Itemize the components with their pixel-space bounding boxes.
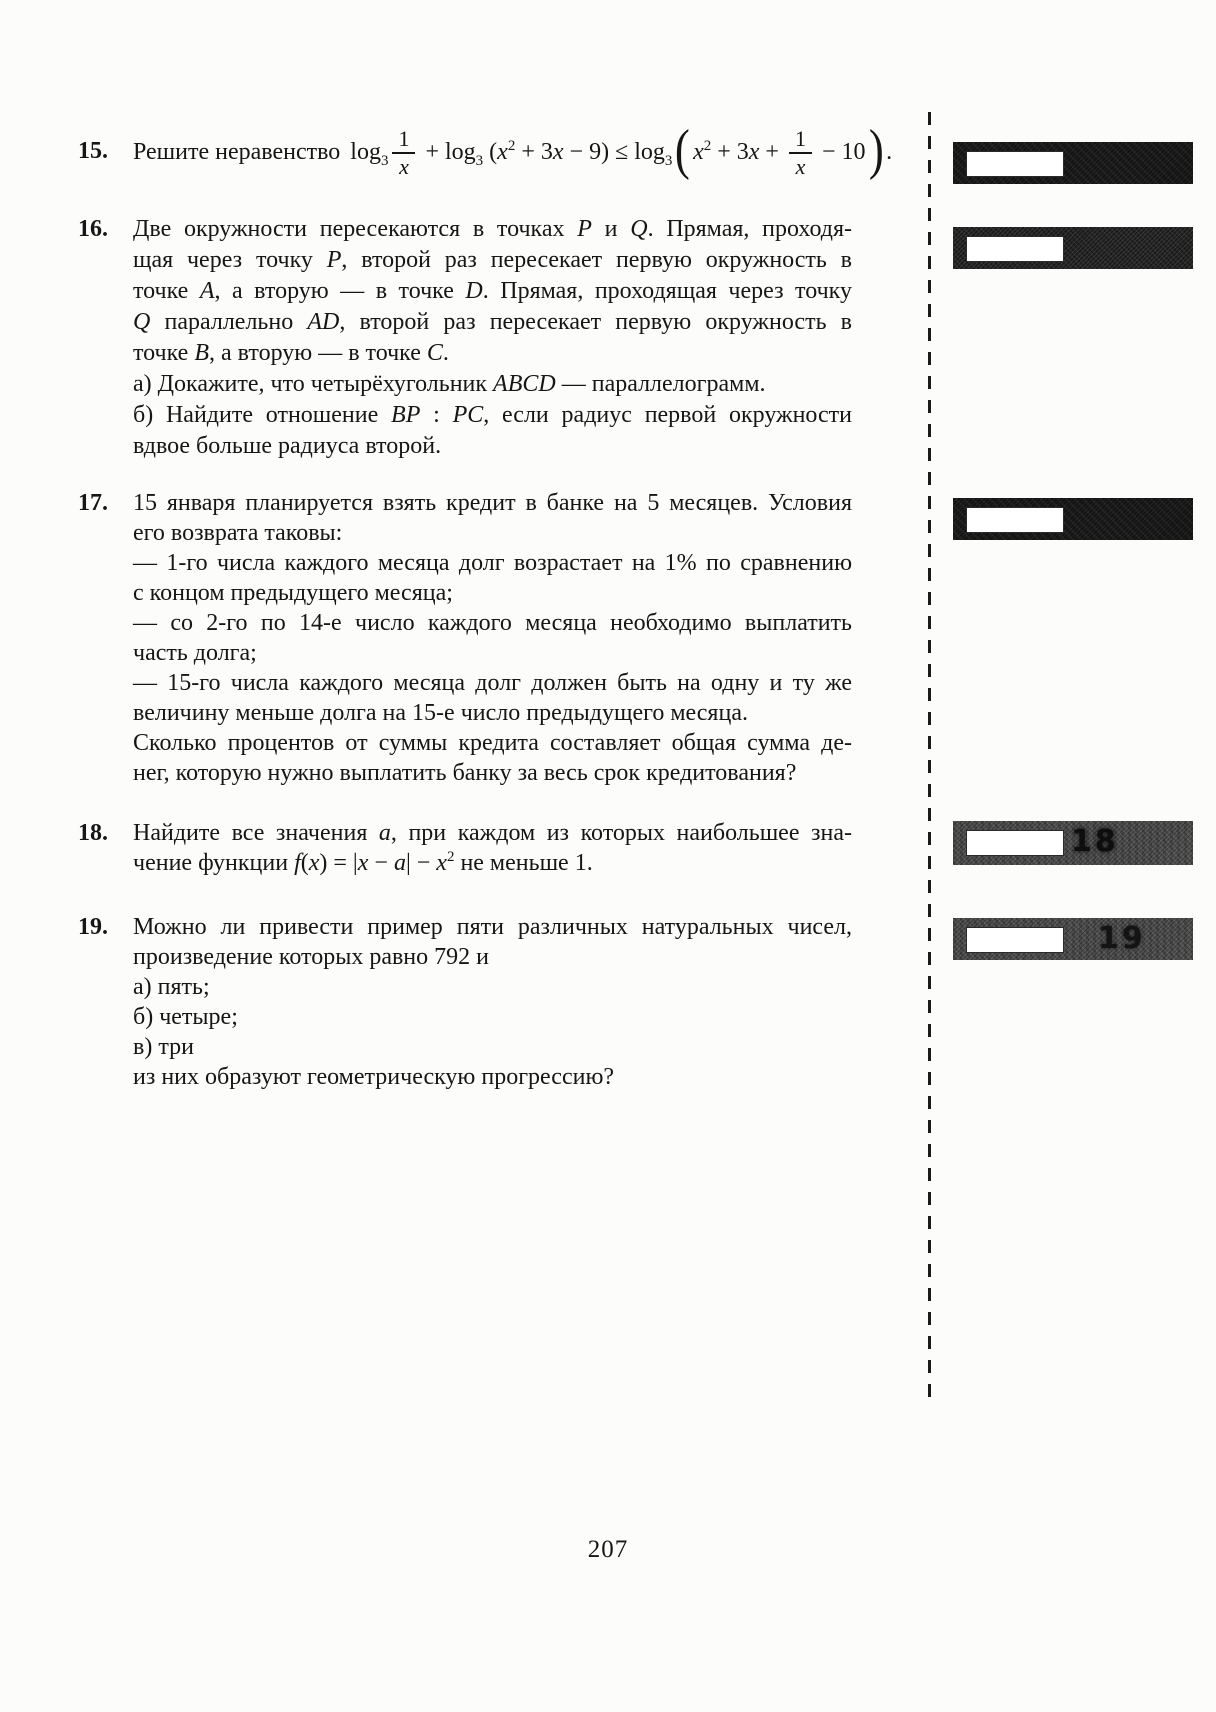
text-line: — 15-го числа каждого месяца долг должен быть на одну и ту же: [133, 670, 852, 696]
problem-number: 15.: [78, 138, 108, 164]
problem-text: [133, 912, 852, 1092]
problem-text: [133, 112, 893, 193]
answer-box-number: 19: [1098, 921, 1146, 956]
math-variable: x: [748, 139, 760, 165]
math-variable: x: [552, 139, 564, 165]
math-text: + 3: [711, 139, 749, 165]
text-line: Найдите все значения a, при каждом из которых наибольшее зна-: [133, 820, 852, 846]
problem-statement: Решите неравенство: [133, 139, 341, 165]
text-line: а) пять;: [133, 974, 210, 1000]
text-line: б) Найдите отношение BP : PC, если радиус первой окружности: [133, 402, 853, 428]
text-line: в) три: [133, 1034, 194, 1060]
math-text: + 3: [515, 139, 553, 165]
text-line: с концом предыдущего месяца;: [133, 580, 453, 606]
problem-15: [78, 112, 893, 193]
problem-18: [78, 818, 852, 878]
problem-text: [133, 214, 852, 462]
math-text: log: [350, 139, 381, 165]
answer-field: [966, 830, 1064, 856]
answer-box-17: [953, 498, 1193, 540]
text-line: часть долга;: [133, 640, 257, 666]
answer-box-16: [953, 227, 1193, 269]
answer-box-15: [953, 142, 1193, 184]
math-text: − 9) ≤ log: [563, 139, 665, 165]
math-text: (: [483, 139, 498, 165]
text-line: вдвое больше радиуса второй.: [133, 433, 442, 459]
problem-16: [78, 214, 852, 462]
text-line: Сколько процентов от суммы кредита составляет общая сумма де-: [133, 730, 852, 756]
problem-19: [78, 912, 852, 1092]
text-line: а) Докажите, что четырёхугольник ABCD — параллелограмм.: [133, 371, 766, 397]
dashed-divider: [928, 112, 931, 1408]
answer-field: [966, 507, 1064, 533]
text-line: точке A, а вторую — в точке D. Прямая, проходящая через точку: [133, 278, 852, 304]
problem-number: 18.: [78, 820, 108, 846]
problem-number: 16.: [78, 216, 108, 242]
math-superscript: 2: [703, 138, 712, 154]
text-line: произведение которых равно 792 и: [133, 944, 489, 970]
problem-number: 19.: [78, 914, 108, 940]
math-fraction: $\frac{1}{x}$: [392, 127, 415, 179]
math-superscript: 2: [507, 138, 516, 154]
math-text: + log: [419, 139, 476, 165]
math-variable: x: [497, 139, 508, 165]
big-paren: (: [675, 119, 691, 182]
text-line: б) четыре;: [133, 1004, 238, 1030]
math-subscript: 3: [664, 152, 673, 169]
answer-field: [966, 236, 1064, 262]
problem-number: 17.: [78, 490, 108, 516]
big-paren: ): [868, 119, 884, 182]
math-subscript: 3: [475, 152, 484, 169]
math-variable: x: [693, 139, 704, 165]
text-line: нег, которую нужно выплатить банку за весь срок кредитования?: [133, 760, 797, 786]
answer-box-18: [953, 821, 1193, 865]
text-line: 15 января планируется взять кредит в банке на 5 месяцев. Условия: [133, 490, 852, 516]
text-line: из них образуют геометрическую прогрессию?: [133, 1064, 615, 1090]
text-line: Можно ли привести пример пяти различных натуральных чисел,: [133, 914, 852, 940]
text-line: его возврата таковы:: [133, 520, 343, 546]
problem-text: [133, 488, 852, 788]
problem-17: [78, 488, 852, 788]
text-line: чение функции $f(x) = |x - a| - x^2$ не меньше 1.: [133, 849, 593, 876]
answer-field: [966, 927, 1064, 953]
math-fraction: $\frac{1}{x}$: [789, 127, 812, 179]
math-text: +: [759, 139, 785, 165]
answer-box-number: 18: [1071, 824, 1119, 859]
page-number: 207: [587, 1536, 629, 1563]
answer-box-19: [953, 918, 1193, 960]
math-text: .: [886, 139, 893, 165]
math-subscript: 3: [380, 152, 389, 169]
math-text: − 10: [815, 139, 866, 165]
answer-field: [966, 151, 1064, 177]
text-line: Две окружности пересекаются в точках P и Q. Прямая, проходя-: [133, 216, 853, 242]
text-line: щая через точку P, второй раз пересекает первую окружность в: [133, 247, 852, 273]
text-line: величину меньше долга на 15-е число предыдущего месяца.: [133, 700, 748, 726]
text-line: Q параллельно AD, второй раз пересекает первую окружность в: [133, 309, 852, 335]
text-line: точке B, а вторую — в точке C.: [133, 340, 449, 366]
problem-text: [133, 818, 852, 878]
text-line: — со 2-го по 14-е число каждого месяца необходимо выплатить: [133, 610, 852, 636]
text-line: — 1-го числа каждого месяца долг возрастает на 1% по сравнению: [133, 550, 852, 576]
formula: [350, 119, 893, 182]
